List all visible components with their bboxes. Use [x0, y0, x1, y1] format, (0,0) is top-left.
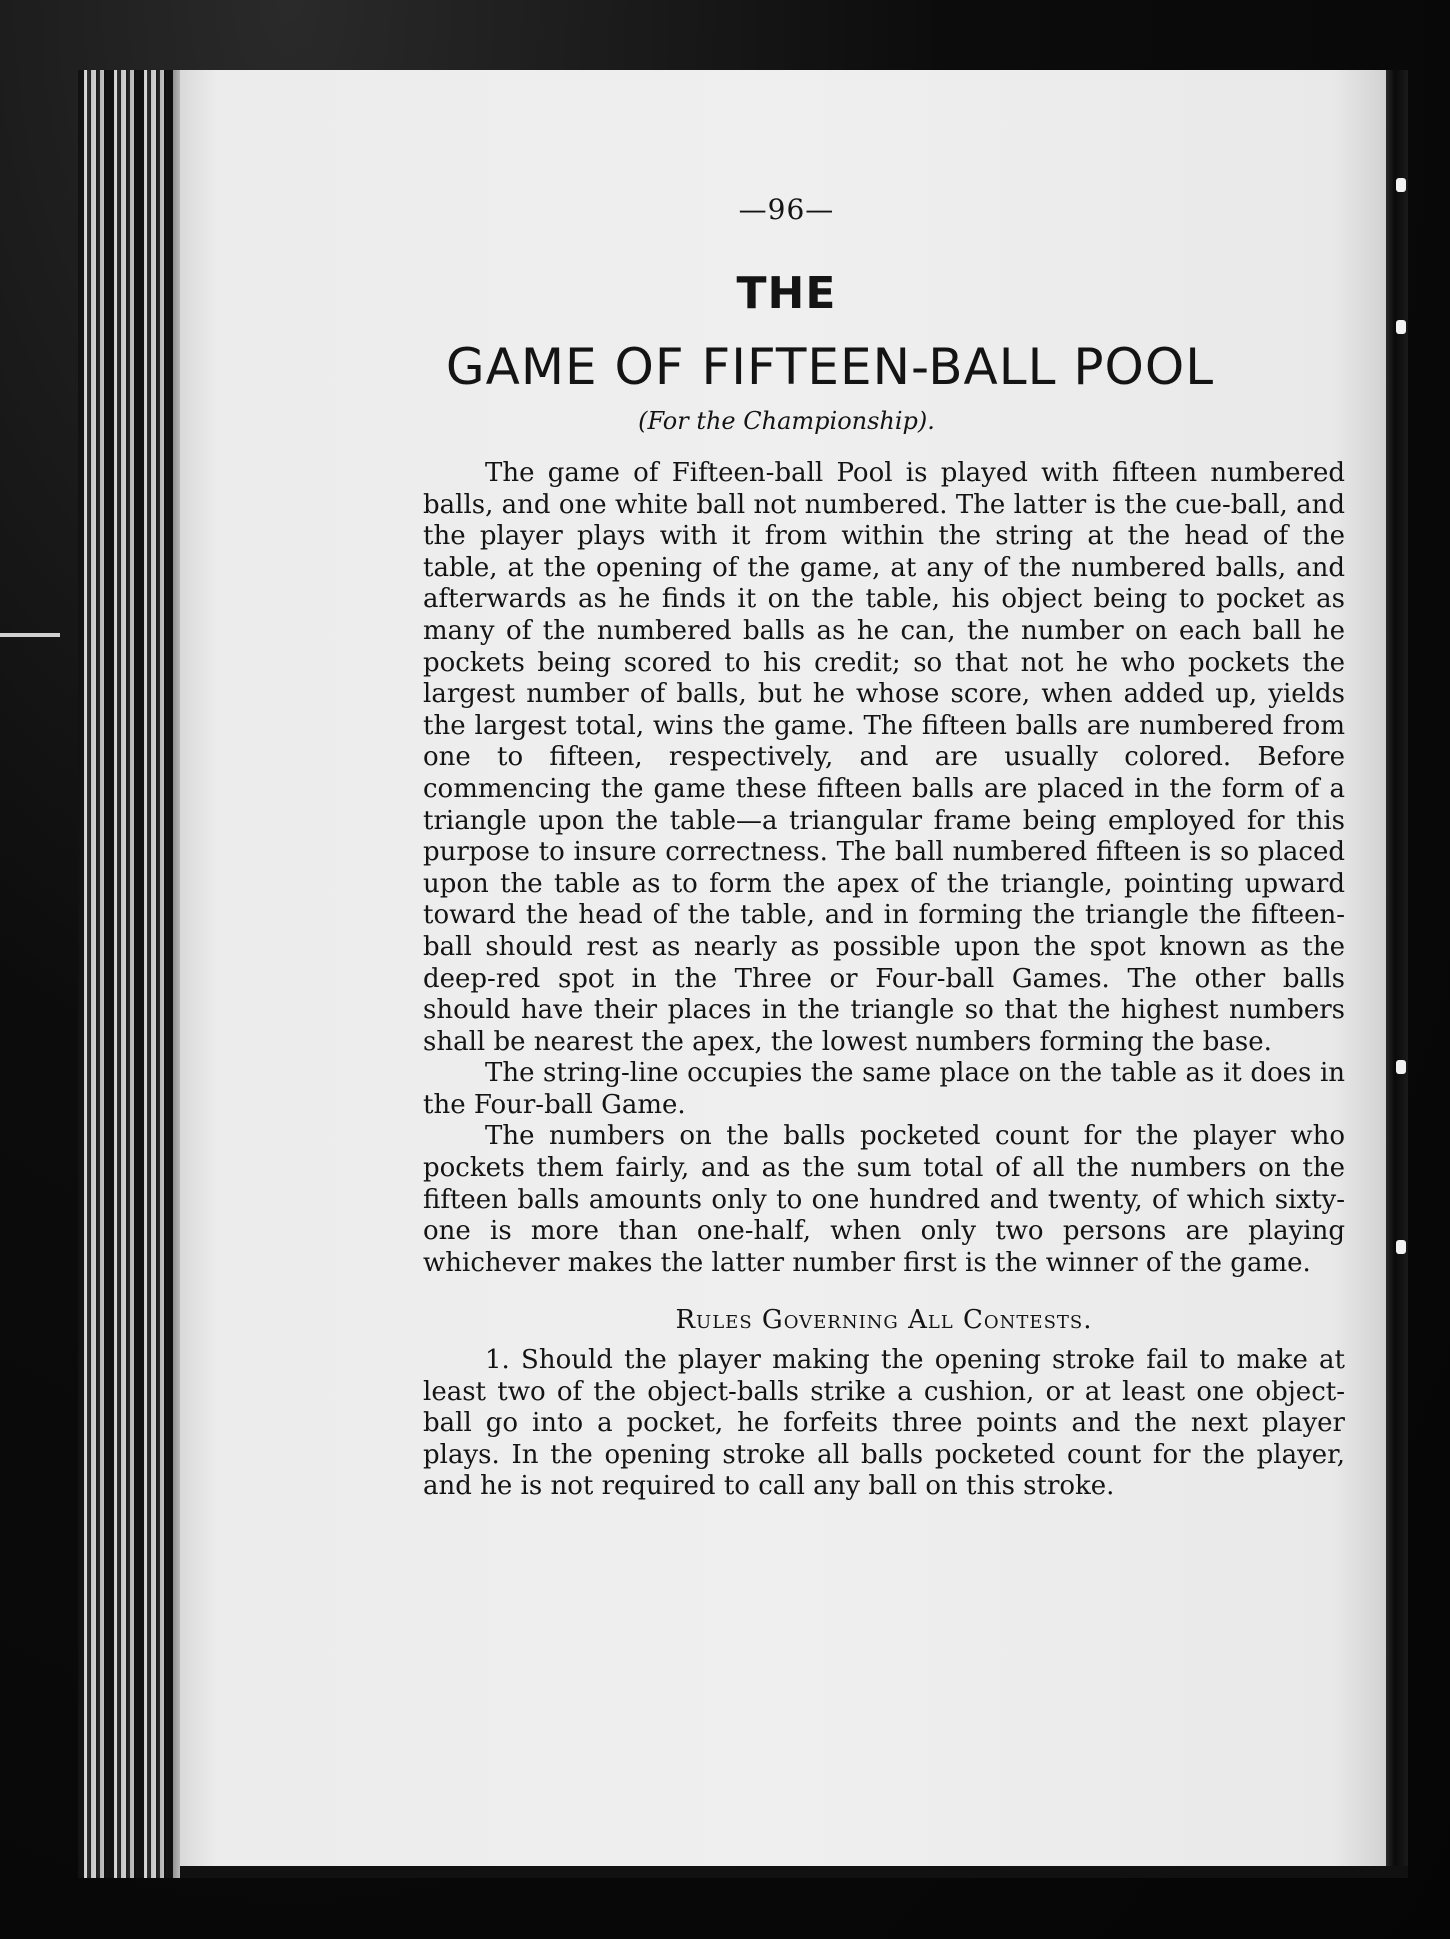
- page-subtitle: (For the Championship).: [638, 407, 935, 435]
- page-title-line-1: THE: [736, 268, 837, 319]
- body-text: [423, 458, 1345, 1503]
- edge-mark: [1396, 320, 1406, 334]
- paragraph: The numbers on the balls pocketed count for the player who pockets them fairly, and as the sum total of all the numbers on the fifteen balls amounts only to one hundred and twenty, of which sixty-one is more than one-half, when only two persons are playing whichever makes the latter number first is the winner of the game.: [423, 1121, 1345, 1278]
- book-spine-page-edges: [78, 70, 183, 1878]
- paragraph: The string-line occupies the same place on the table as it does in the Four-ball Game.: [423, 1058, 1345, 1120]
- rule-item: 1. Should the player making the opening stroke fail to make at least two of the object-balls strike a cushion, or at least one object-ball go into a pocket, he forfeits three points and the next player plays. In the opening stroke all balls pocketed count for the player, and he is not required to call any ball on this stroke.: [423, 1345, 1345, 1502]
- book-page: [180, 70, 1393, 1870]
- scan-artifact-mark: [0, 633, 60, 637]
- section-heading: Rules Governing All Contests.: [675, 1305, 1093, 1336]
- edge-mark: [1396, 178, 1406, 192]
- edge-mark: [1396, 1240, 1406, 1254]
- page-title-line-2: GAME OF FIFTEEN-BALL POOL: [445, 338, 1215, 396]
- open-book: [78, 70, 1408, 1878]
- book-bottom-edge: [180, 1866, 1408, 1878]
- page-number: —96—: [738, 193, 835, 226]
- edge-mark: [1396, 1060, 1406, 1074]
- paragraph: The game of Fifteen-ball Pool is played with fifteen numbered balls, and one white ball not numbered. The latter is the cue-ball, and the player plays with it from within the string at the head of the table, at the opening of the game, at any of the numbered balls, and afterwards as he finds it on the table, his object being to pocket as many of the numbered balls as he can, the number on each ball he pockets being scored to his credit; so that not he who pockets the largest number of balls, but he whose score, when added up, yields the largest total, wins the game. The fifteen balls are numbered from one to fifteen, respectively, and are usually colored. Before commencing the game these fifteen balls are placed in the form of a triangle upon the table—a triangular frame being employed for this purpose to insure correctness. The ball numbered fifteen is so placed upon the table as to form the apex of the triangle, pointing upward toward the head of the table, and in forming the triangle the fifteen-ball should rest as nearly as possible upon the spot known as the deep-red spot in the Three or Four-ball Games. The other balls should have their places in the triangle so that the highest numbers shall be nearest the apex, the lowest numbers forming the base.: [423, 458, 1345, 1057]
- book-right-edge: [1386, 70, 1408, 1870]
